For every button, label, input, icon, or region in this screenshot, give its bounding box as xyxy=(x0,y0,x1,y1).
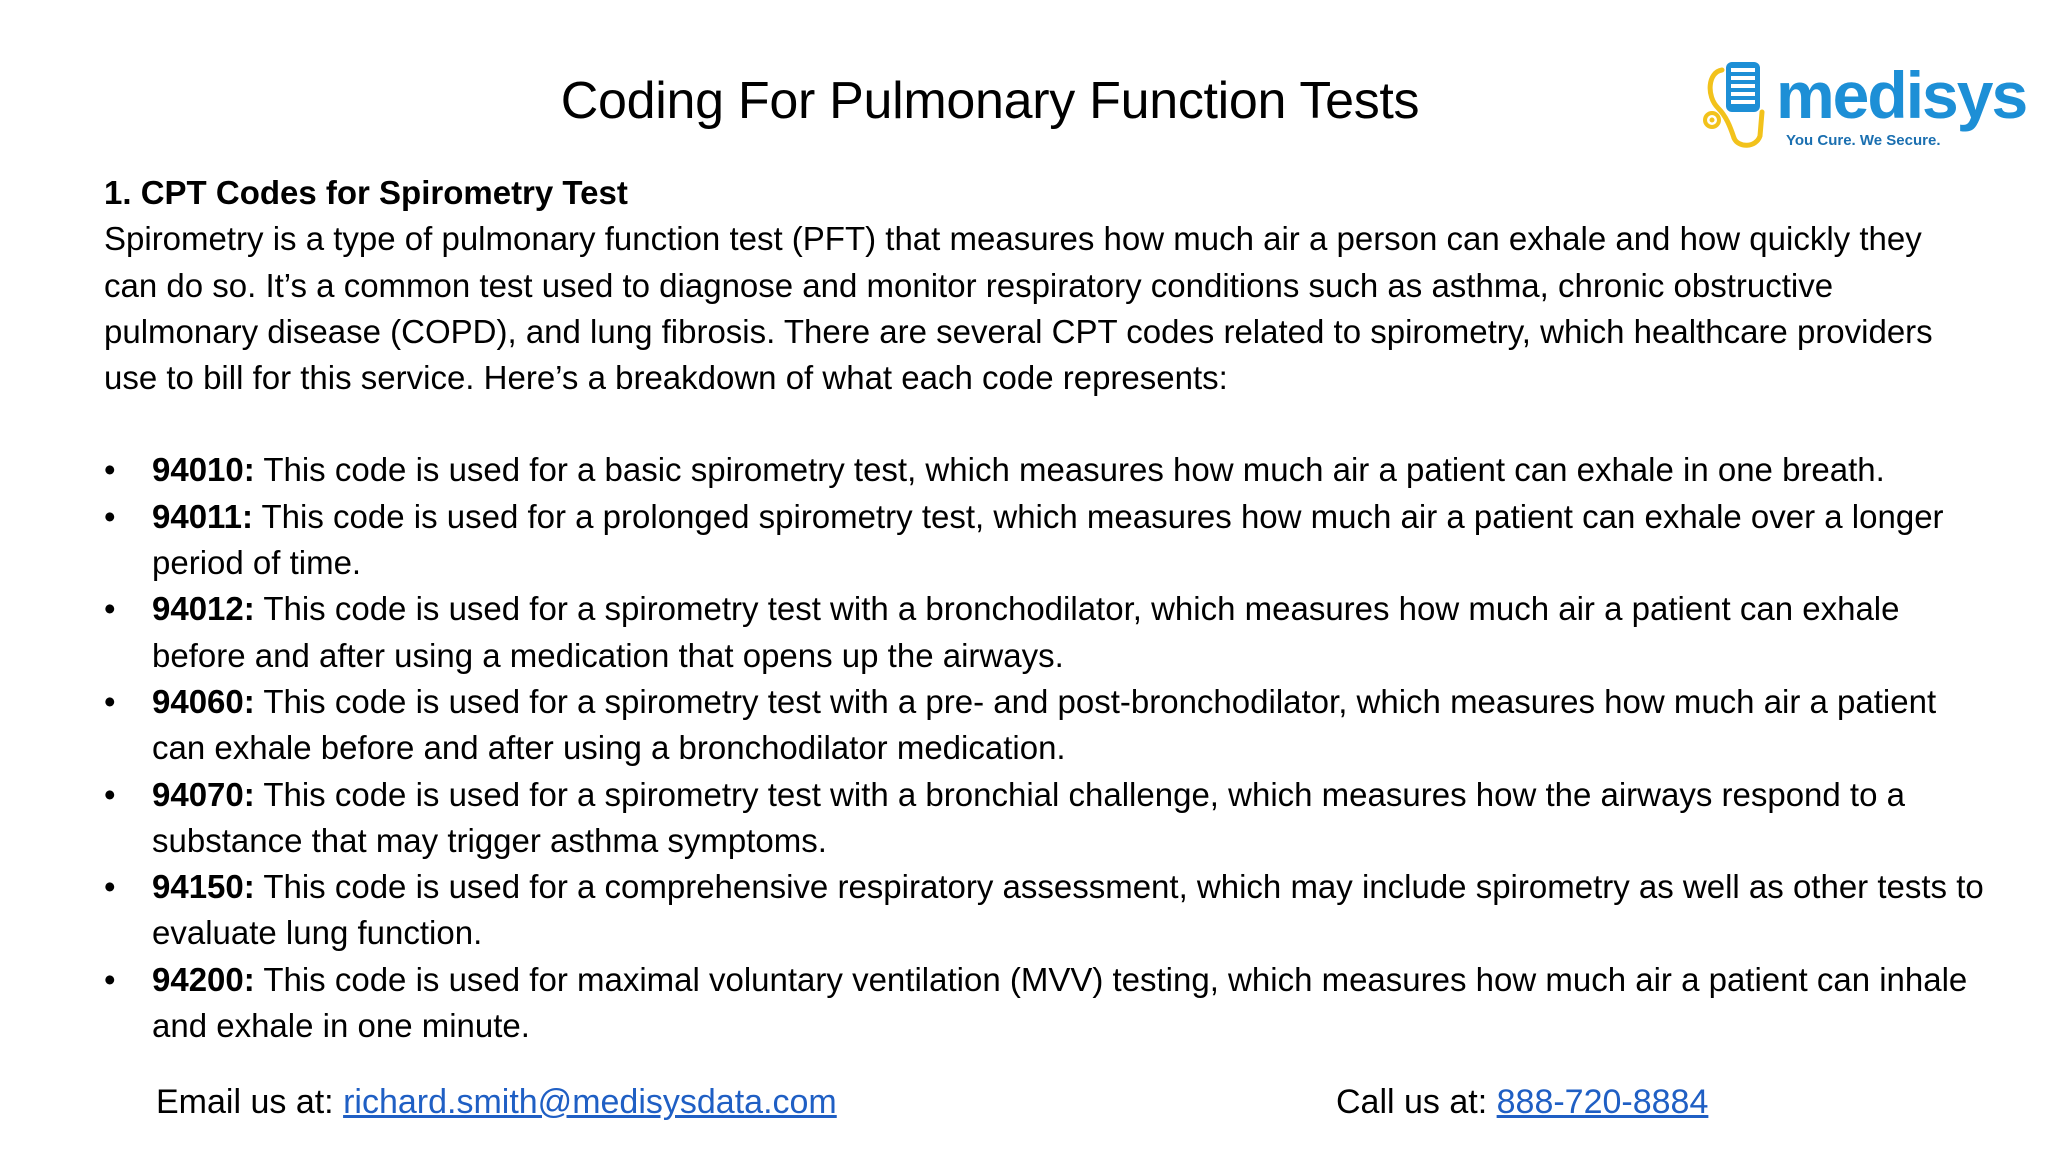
list-item xyxy=(104,586,1984,679)
slide-title: Coding For Pulmonary Function Tests xyxy=(560,72,1420,130)
bullet-icon: • xyxy=(104,775,116,813)
slide-content xyxy=(104,170,1984,1049)
cpt-description: This code is used for maximal voluntary ventilation (MVV) testing, which measures how much air a patient can inhale and exhale in one minute. xyxy=(152,960,1968,1045)
cpt-description: This code is used for a prolonged spirometry test, which measures how much air a patient can exhale over a longer period of time. xyxy=(152,497,1944,582)
cpt-code: 94200: xyxy=(152,960,255,998)
list-item xyxy=(104,957,1984,1050)
logo-tagline: You Cure. We Secure. xyxy=(1786,132,1941,149)
list-item xyxy=(104,864,1984,957)
footer-email xyxy=(156,1080,837,1124)
section-heading: 1. CPT Codes for Spirometry Test xyxy=(104,174,628,211)
list-item xyxy=(104,679,1984,772)
cpt-code: 94012: xyxy=(152,590,255,628)
bullet-icon: • xyxy=(104,682,116,720)
cpt-code-list xyxy=(104,447,1984,1049)
cpt-description: This code is used for a comprehensive respiratory assessment, which may include spirometry as well as other tests to evaluate lung function. xyxy=(152,868,1984,952)
cpt-code: 94010: xyxy=(152,451,255,489)
cpt-description: This code is used for a spirometry test with a bronchodilator, which measures how much air a patient can exhale before and after using a medication that opens up the airways. xyxy=(152,590,1900,674)
bullet-icon: • xyxy=(104,451,116,489)
cpt-description: This code is used for a spirometry test with a bronchial challenge, which measures how the airways respond to a substance that may trigger asthma symptoms. xyxy=(152,775,1905,859)
logo-wordmark: medisys xyxy=(1776,58,2027,132)
bullet-icon: • xyxy=(104,960,116,998)
cpt-code: 94011: xyxy=(152,497,253,535)
list-item xyxy=(104,772,1984,865)
stethoscope-icon xyxy=(1700,56,1784,152)
list-item xyxy=(104,494,1984,587)
cpt-description: This code is used for a spirometry test with a pre- and post-bronchodilator, which measures how much air a patient can exhale before and after using a bronchodilator medication. xyxy=(152,682,1937,767)
email-label: Email us at: xyxy=(156,1083,344,1121)
phone-link[interactable]: 888-720-8884 xyxy=(1496,1083,1709,1121)
cpt-code: 94150: xyxy=(152,868,255,906)
email-link[interactable]: richard.smith@medisysdata.com xyxy=(343,1083,837,1121)
footer-phone xyxy=(1336,1080,1708,1124)
list-item xyxy=(104,447,1984,493)
cpt-code: 94060: xyxy=(152,682,255,720)
cpt-code: 94070: xyxy=(152,775,255,813)
bullet-icon: • xyxy=(104,590,116,628)
medisys-logo xyxy=(1700,56,2030,152)
bullet-icon: • xyxy=(104,497,116,535)
bullet-icon: • xyxy=(104,868,116,906)
phone-label: Call us at: xyxy=(1336,1083,1497,1121)
cpt-description: This code is used for a basic spirometry test, which measures how much air a patient can exhale in one breath. xyxy=(254,451,1885,489)
section-intro: Spirometry is a type of pulmonary function test (PFT) that measures how much air a person can exhale and how quickly they can do so. It’s a common test used to diagnose and monitor respiratory conditions such as asthma, chronic obstructive pulmonary disease (COPD), and lung fibrosis. There are several CPT codes related to spirometry, which healthcare providers use to bill for this service. Here’s a breakdown of what each code represents: xyxy=(104,220,1933,397)
